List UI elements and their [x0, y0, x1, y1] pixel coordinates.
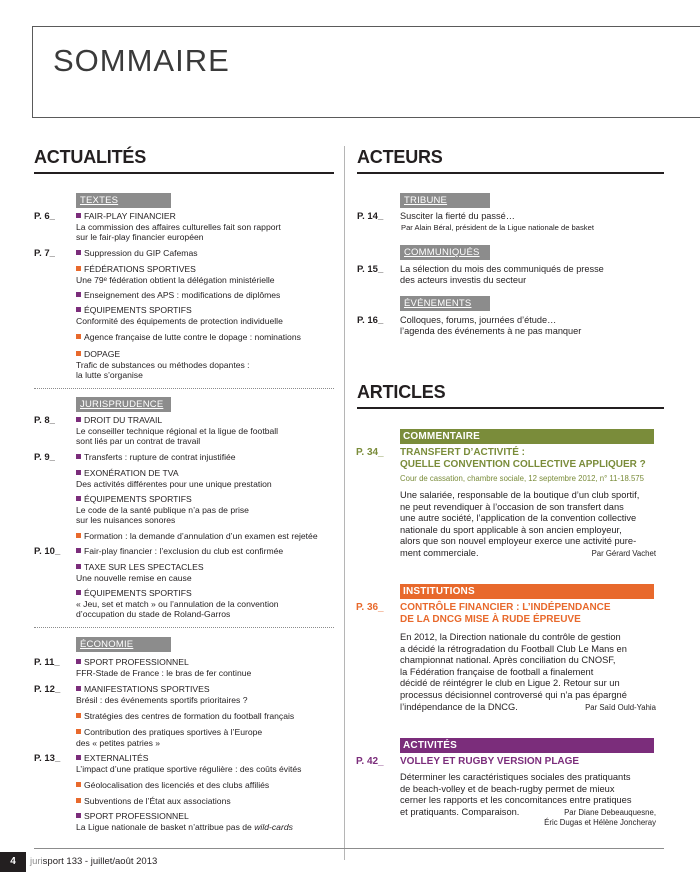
list-item[interactable]: DOPAGE Trafic de substances ou méthodes dopantes : la lutte s’organise: [76, 349, 250, 381]
bullet-icon: [76, 250, 81, 255]
category-institutions: INSTITUTIONS: [400, 584, 654, 599]
list-item[interactable]: Enseignement des APS : modifications de diplômes: [76, 290, 280, 301]
bullet-icon: [76, 496, 81, 501]
list-item[interactable]: Agence française de lutte contre le dopage : nominations: [76, 332, 301, 343]
section-acteurs-title: ACTEURS: [357, 147, 443, 167]
page-ref: P. 13_: [34, 753, 61, 764]
page-ref: P. 34_: [356, 447, 384, 458]
bullet-icon: [76, 659, 81, 664]
list-item[interactable]: ÉQUIPEMENTS SPORTIFS Conformité des équipements de protection individuelle: [76, 305, 283, 326]
list-item[interactable]: Colloques, forums, journées d’étude… l’agenda des événements à ne pas manquer: [400, 315, 582, 337]
category-jurisprudence: JURISPRUDENCE: [76, 397, 171, 412]
section-acteurs-rule: [357, 172, 664, 174]
page-ref: P. 10_: [34, 546, 61, 557]
dotted-separator: [34, 627, 334, 628]
list-item[interactable]: Fair-play financier : l’exclusion du club est confirmée: [76, 546, 283, 557]
bullet-icon: [76, 798, 81, 803]
bullet-icon: [76, 470, 81, 475]
bullet-icon: [76, 729, 81, 734]
article-source: Cour de cassation, chambre sociale, 12 septembre 2012, n° 11-18.575: [400, 474, 644, 483]
title-box: [32, 26, 700, 118]
list-item[interactable]: La sélection du mois des communiqués de presse des acteurs investis du secteur: [400, 264, 604, 286]
page-ref: P. 9_: [34, 452, 55, 463]
list-item[interactable]: Formation : la demande d’annulation d’un examen est rejetée: [76, 531, 318, 542]
bullet-icon: [76, 755, 81, 760]
article-summary: Déterminer les caractéristiques sociales des pratiquants de beach-volley et de beach-rugby permet de mieux cerner les rapports et les concomitances entre pratiques et pratiquants. Comparaison. Par Diane Debeauquesne, Éric Dugas et Hélène Joncheray: [400, 772, 656, 828]
bullet-icon: [76, 454, 81, 459]
bullet-icon: [76, 548, 81, 553]
article-title[interactable]: CONTRÔLE FINANCIER : L’INDÉPENDANCE DE LA DNCG MISE À RUDE ÉPREUVE: [400, 602, 611, 625]
bullet-icon: [76, 813, 81, 818]
list-item[interactable]: ÉQUIPEMENTS SPORTIFS « Jeu, set et match » ou l’annulation de la convention d’occupation du stade de Roland-Garros: [76, 588, 279, 620]
bullet-icon: [76, 782, 81, 787]
page-ref: P. 7_: [34, 248, 55, 259]
column-divider: [344, 146, 345, 860]
list-item[interactable]: EXONÉRATION DE TVA Des activités différentes pour une unique prestation: [76, 468, 272, 489]
section-articles-title: ARTICLES: [357, 382, 446, 402]
list-item[interactable]: Contribution des pratiques sportives à l’Europe des « petites patries »: [76, 727, 263, 748]
page-ref: P. 12_: [34, 684, 61, 695]
section-articles-rule: [357, 407, 664, 409]
page-ref: P. 16_: [357, 315, 384, 326]
bullet-icon: [76, 292, 81, 297]
list-item[interactable]: Susciter la fierté du passé… Par Alain Béral, président de la Ligue nationale de basket: [400, 211, 594, 233]
page-title: SOMMAIRE: [53, 43, 230, 78]
page-ref: P. 8_: [34, 415, 55, 426]
bullet-icon: [76, 686, 81, 691]
list-item[interactable]: SPORT PROFESSIONNEL FFR-Stade de France : le bras de fer continue: [76, 657, 252, 678]
category-textes: TEXTES: [76, 193, 171, 208]
footer-rule: [34, 848, 664, 849]
list-item[interactable]: DROIT DU TRAVAIL Le conseiller technique régional et la ligue de football sont liés par un contrat de travail: [76, 415, 279, 447]
bullet-icon: [76, 213, 81, 218]
list-item[interactable]: Géolocalisation des licenciés et des clubs affiliés: [76, 780, 269, 791]
page-ref: P. 15_: [357, 264, 384, 275]
list-item[interactable]: Subventions de l’État aux associations: [76, 796, 231, 807]
list-item[interactable]: Stratégies des centres de formation du football français: [76, 711, 294, 722]
list-item[interactable]: EXTERNALITÉS L’impact d’une pratique sportive régulière : des coûts évités: [76, 753, 302, 774]
article-summary: En 2012, la Direction nationale du contrôle de gestion a décidé la rétrogradation du Football Club Le Mans en championnat national. Après conciliation du CNOSF, la Fédération française de football a finalement décidé de réintégrer le club en Ligue 2. Retour sur un processus décisionnel controversé qui n’a pas épargné l’indépendance de la DNCG. Par Saïd Ould-Yahia: [400, 632, 656, 712]
bullet-icon: [76, 713, 81, 718]
category-tribune: TRIBUNE: [400, 193, 490, 208]
list-item[interactable]: FÉDÉRATIONS SPORTIVES Une 79ᵉ fédération obtient la délégation ministérielle: [76, 264, 275, 285]
page-number: 4: [0, 852, 26, 872]
bullet-icon: [76, 334, 81, 339]
list-item[interactable]: Suppression du GIP Cafemas: [76, 248, 198, 259]
bullet-icon: [76, 590, 81, 595]
page-ref: P. 42_: [356, 756, 384, 767]
page-ref: P. 6_: [34, 211, 55, 222]
bullet-icon: [76, 417, 81, 422]
page-ref: P. 36_: [356, 602, 384, 613]
bullet-icon: [76, 266, 81, 271]
list-item[interactable]: Transferts : rupture de contrat injustifiée: [76, 452, 236, 463]
list-item[interactable]: MANIFESTATIONS SPORTIVES Brésil : des événements sportifs prioritaires ?: [76, 684, 248, 705]
list-item[interactable]: ÉQUIPEMENTS SPORTIFS Le code de la santé publique n’a pas de prise sur les nuisances sonores: [76, 494, 249, 526]
category-commentaire: COMMENTAIRE: [400, 429, 654, 444]
bullet-icon: [76, 351, 81, 356]
category-communiques: COMMUNIQUÉS: [400, 245, 490, 260]
footer-text: jurisport 133 - juillet/août 2013: [30, 856, 158, 867]
page-ref: P. 11_: [34, 657, 60, 668]
article-title[interactable]: TRANSFERT D’ACTIVITÉ : QUELLE CONVENTION COLLECTIVE APPLIQUER ?: [400, 447, 646, 470]
bullet-icon: [76, 307, 81, 312]
bullet-icon: [76, 564, 81, 569]
bullet-icon: [76, 533, 81, 538]
page-ref: P. 14_: [357, 211, 384, 222]
article-summary: Une salariée, responsable de la boutique d’un club sportif, ne peut revendiquer à l’occasion de son transfert dans une autre société, l’application de la convention collective nationale du sport applicable à son ancien employeur, alors que son nouvel employeur exerce une activité pure- ment commerciale. Par Gérard Vachet: [400, 490, 656, 558]
category-activites: ACTIVITÉS: [400, 738, 654, 753]
category-economie: ÉCONOMIE: [76, 637, 171, 652]
list-item[interactable]: TAXE SUR LES SPECTACLES Une nouvelle remise en cause: [76, 562, 204, 583]
dotted-separator: [34, 388, 334, 389]
category-evenements: ÉVÉNEMENTS: [400, 296, 490, 311]
section-actualites-title: ACTUALITÉS: [34, 147, 146, 167]
list-item[interactable]: SPORT PROFESSIONNEL La Ligue nationale de basket n’attribue pas de wild-cards: [76, 811, 293, 832]
section-actualites-rule: [34, 172, 334, 174]
list-item[interactable]: FAIR-PLAY FINANCIER La commission des affaires culturelles fait son rapport sur le fair-play financier européen: [76, 211, 281, 243]
article-title[interactable]: VOLLEY ET RUGBY VERSION PLAGE: [400, 756, 580, 767]
